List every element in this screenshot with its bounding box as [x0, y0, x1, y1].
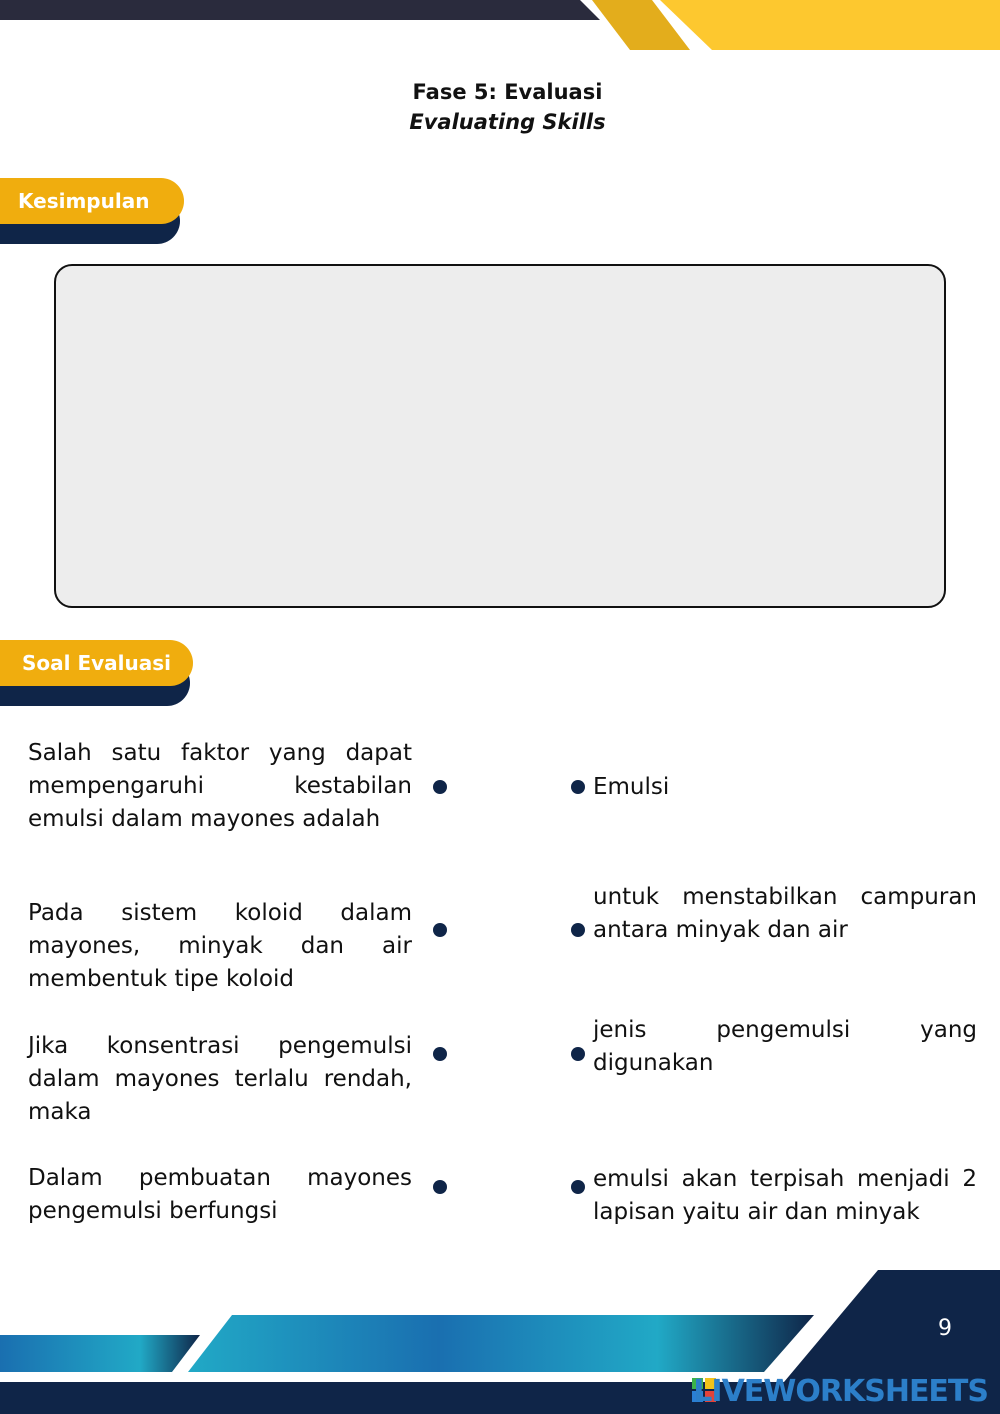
- top-decoration: [0, 0, 1000, 52]
- top-yellow-band: [660, 0, 1000, 50]
- conclusion-tag: Kesimpulan: [0, 178, 184, 224]
- answer-4-match-dot[interactable]: [571, 1180, 585, 1194]
- answer-3-match-dot[interactable]: [571, 1047, 585, 1061]
- question-4-match-dot[interactable]: [433, 1180, 447, 1194]
- page-subtitle: Evaluating Skills: [409, 110, 606, 134]
- page-number: 9: [938, 1316, 952, 1341]
- answer-1: Emulsi: [593, 774, 670, 800]
- question-2-match-dot[interactable]: [433, 923, 447, 937]
- question-3-match-dot[interactable]: [433, 1047, 447, 1061]
- answer-4: emulsi akan terpisah menjadi 2 lapisan yaitu air dan minyak: [593, 1166, 977, 1225]
- page-title: Fase 5: Evaluasi: [412, 80, 603, 104]
- answer-2-match-dot[interactable]: [571, 923, 585, 937]
- question-2: Pada sistem koloid dalam mayones, minyak dan air membentuk tipe koloid: [28, 900, 412, 992]
- question-1: Salah satu faktor yang dapat mempengaruhi kestabilan emulsi dalam mayones adalah: [28, 740, 412, 832]
- answer-1-match-dot[interactable]: [571, 780, 585, 794]
- top-navy-bar: [0, 0, 600, 20]
- answer-3: jenis pengemulsi yang digunakan: [593, 1017, 977, 1076]
- bottom-right-navy-block: [784, 1270, 1000, 1382]
- bottom-center-gradient: [188, 1315, 814, 1372]
- answer-2: untuk menstabilkan campuran antara minyak dan air: [593, 884, 977, 943]
- bottom-left-gradient: [0, 1335, 200, 1372]
- evaluation-tag: Soal Evaluasi: [0, 640, 193, 686]
- question-1-match-dot[interactable]: [433, 780, 447, 794]
- liveworksheets-brand: LIVEWORKSHEETS: [693, 1374, 988, 1409]
- conclusion-input-box[interactable]: [54, 264, 946, 608]
- question-4: Dalam pembuatan mayones pengemulsi berfungsi: [28, 1165, 412, 1224]
- question-3: Jika konsentrasi pengemulsi dalam mayones terlalu rendah, maka: [28, 1033, 412, 1125]
